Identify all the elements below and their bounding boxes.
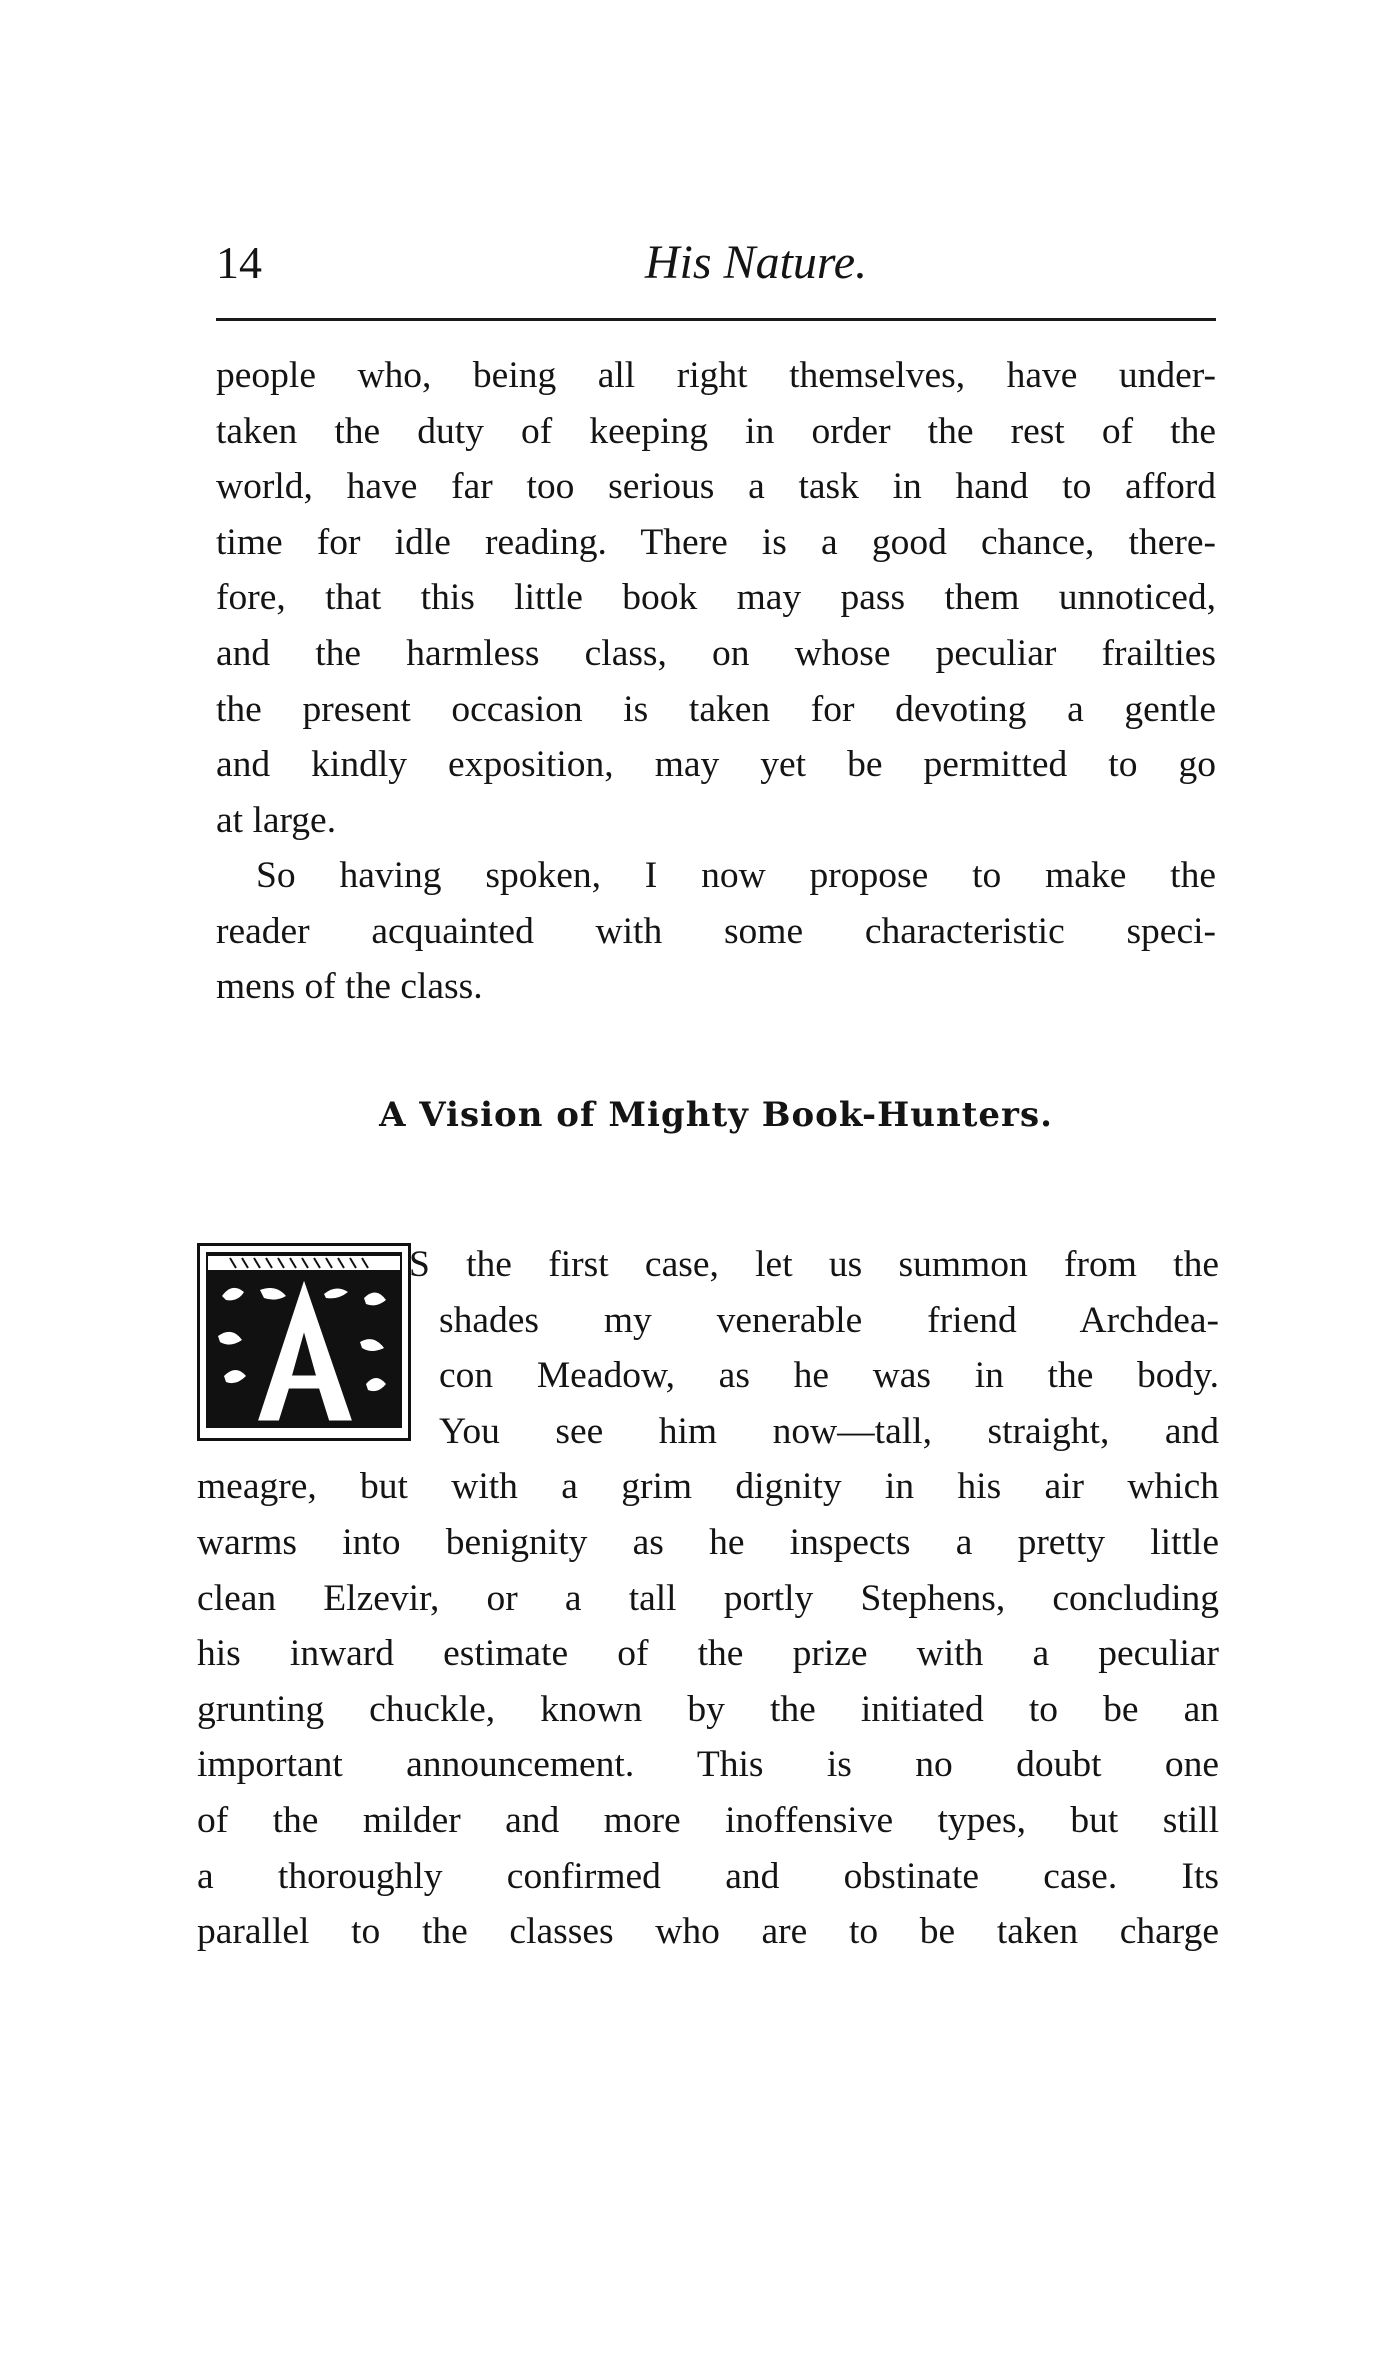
text-line: con Meadow, as he was in the body. [439, 1355, 1219, 1397]
running-head [216, 228, 1216, 298]
header-rule [216, 318, 1216, 321]
text-line: people who, being all right themselves, have under- [216, 355, 1216, 396]
text-line: warms into benignity as he inspects a pretty little [197, 1521, 1219, 1563]
text-line: So having spoken, I now propose to make the [256, 855, 1216, 896]
text-line: important announcement. This is no doubt one [197, 1744, 1219, 1786]
text-line: his inward estimate of the prize with a peculiar [197, 1633, 1219, 1675]
text-line: fore, that this little book may pass them unnoticed, [216, 577, 1216, 619]
text-line: taken the duty of keeping in order the rest of the [216, 410, 1216, 452]
text-line: of the milder and more inoffensive types, but still [197, 1799, 1219, 1841]
text-line: mens of the class. [216, 966, 483, 1008]
text-line: You see him now—tall, straight, and [439, 1410, 1219, 1452]
paragraph-1 [216, 348, 1216, 848]
text-line: and the harmless class, on whose peculiar frailties [216, 632, 1216, 674]
text-line: the present occasion is taken for devoting a gentle [216, 688, 1216, 730]
text-line: meagre, but with a grim dignity in his air which [197, 1466, 1219, 1508]
text-line: time for idle reading. There is a good chance, there- [216, 521, 1216, 563]
text-line: reader acquainted with some characteristic speci- [216, 910, 1216, 952]
text-line: a thoroughly confirmed and obstinate case. Its [197, 1855, 1219, 1897]
page-number: 14 [216, 237, 262, 288]
running-title: His Nature. [644, 236, 868, 289]
section-heading: A Vision of Mighty Book-Hunters. [379, 1095, 1053, 1135]
text-line: parallel to the classes who are to be taken charge [197, 1911, 1219, 1953]
paragraph-3 [197, 1237, 1219, 1960]
text-line: at large. [216, 799, 337, 841]
text-line: clean Elzevir, or a tall portly Stephens, concluding [197, 1577, 1219, 1619]
paragraph-2 [216, 848, 1216, 1015]
text-line: world, have far too serious a task in hand to afford [216, 466, 1216, 508]
text-line: shades my venerable friend Archdea- [439, 1299, 1219, 1341]
text-line: and kindly exposition, may yet be permitted to go [216, 744, 1216, 786]
text-line: grunting chuckle, known by the initiated to be an [197, 1688, 1219, 1730]
text-line: S the first case, let us summon from the [409, 1244, 1219, 1285]
